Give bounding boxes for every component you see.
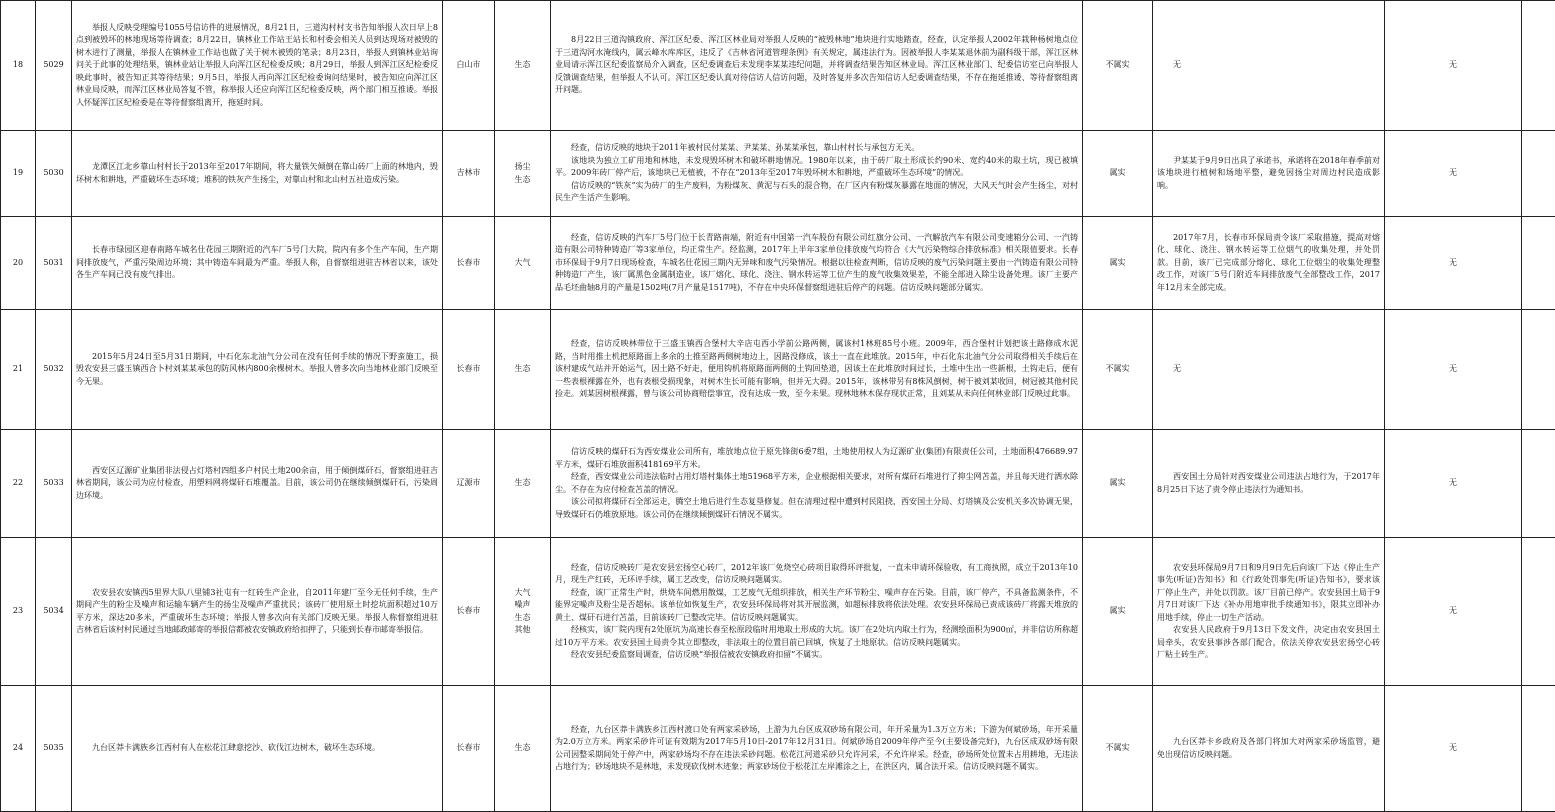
- pollution-type: 大气 噪声 生态 其他: [495, 538, 551, 686]
- complaint-content: 九台区莽卡满族乡江西村有人在松花江肆意挖沙、砍伐江边树木，破坏生态环境。: [72, 686, 443, 812]
- verdict: 不属实: [1083, 686, 1153, 812]
- findings-paragraph: 经查，信访反映林带位于三盛玉镇西合堡村大辛店屯西小学前公路两侧，属该村1林班85号小班。2009年，西合堡村计划把该土路修成水泥路，当时用推土机把原路面上多余的土推至路两侧树地边上，因路没修成，该土一直在此堆放。2015年，中石化东北油气分公司取得相关手续后在该村建成气站并开始运气，因土路不好走，便用钩机将原路面两侧的土钩回垫道，因该土在此堆放时间过长，土堆中生出一些新根，土钩走后，便有一些表根裸露在外，也有表根受损现象，对树木生长可能有影响，但并无大碍。2015年，该林带另有8株风倒树，树干被刘某收回，树冠被其他村民捡走。刘某因树根裸露，曾与该公司协商赔偿事宜，没有达成一致，至今未果。现林地林木保存现状正常，且刘某从未向任何林业部门反映过此事。: [555, 338, 1078, 401]
- accountability: 无: [1385, 1, 1522, 131]
- rectification-status: 无: [1153, 1, 1385, 131]
- verdict: 不属实: [1083, 1, 1153, 131]
- complaint-id: 5033: [36, 430, 72, 538]
- city: 长春市: [443, 538, 495, 686]
- verdict: 不属实: [1083, 310, 1153, 430]
- table-row: [1, 131, 1555, 217]
- pollution-type: 大气: [495, 217, 551, 310]
- investigation-findings: [551, 131, 1083, 217]
- findings-paragraph: 8月22日三道沟镇政府、浑江区纪委、浑江区林业局对举报人反映的“被毁林地”地块进行实地踏查，经查，认定举报人2002年栽种杨树地点位于三道沟河水淹线内，属云峰水库库区，违反了《吉林省河道管理条例》有关规定，属违法行为。因被举报人李某某退休前为副科级干部，浑江区林业局请示浑江区纪委监察局介入调查，区纪委调查后未发现李某某违纪问题，并将调查结果告知区林业局。浑江区林业部门、纪委信访室已向举报人反馈调查结果，但举报人不认可。浑江区纪委认真对待信访人信访问题，及时答复并多次告知信访人纪委调查结果，不存在拖延推诿、等待督察组离开问题。: [555, 34, 1078, 97]
- row-number: 20: [1, 217, 36, 310]
- rectification-status: 农安县环保局9月7日和9月9日先后向该厂下达《停止生产事先(听证)告知书》和《行政处罚事先(听证)告知书》，要求该厂停止生产，并处以罚款。该厂目前已停产。农安县国土局于9月7日对该厂下达《补办用地审批手续通知书》，限其立即补办用地手续，停止一切生产活动。 农安县人民政府于9月13日下发文件，决定由农安县国土局牵头，农安县事涉各部门配合，依法关停农安县宏扬空心砖厂粘土砖生产。: [1153, 538, 1385, 686]
- pollution-type: 生态: [495, 686, 551, 812]
- investigation-findings: [551, 538, 1083, 686]
- accountability: 无: [1385, 538, 1522, 686]
- table-row: [1, 430, 1555, 538]
- investigation-findings: [551, 1, 1083, 131]
- complaint-id: 5031: [36, 217, 72, 310]
- accountability: 无: [1385, 310, 1522, 430]
- row-number: 23: [1, 538, 36, 686]
- extra-column: [1522, 217, 1555, 310]
- rectification-status: 尹某某于9月9日出具了承诺书，承诺将在2018年春季前对该地块进行植树和场地平整，避免因扬尘对周边村民造成影响。: [1153, 131, 1385, 217]
- complaint-content: 西安区辽源矿业集团非法侵占灯塔村四组多户村民土地200余亩，用于倾倒煤矸石，督察组进驻吉林省期间，该公司为应付检查，用塑料网将煤矸石堆覆盖。目前，该公司仍在继续倾倒煤矸石，污染周边环境。: [72, 430, 443, 538]
- pollution-type: 扬尘 生态: [495, 131, 551, 217]
- extra-column: [1522, 538, 1555, 686]
- pollution-type: 生态: [495, 430, 551, 538]
- findings-paragraph: 信访反映的煤矸石为西安煤业公司所有，堆放地点位于原先锋街6委7组，土地使用权人为辽源矿业(集团)有限责任公司，土地面积476689.97平方米，煤矸石堆放面积418169平方米。: [555, 446, 1078, 471]
- extra-column: [1522, 430, 1555, 538]
- table-row: [1, 310, 1555, 430]
- table-row: [1, 686, 1555, 812]
- findings-paragraph: 经查，西安煤业公司违法临时占用灯塔村集体土地51968平方米，企业根据相关要求，对所有煤矸石堆进行了抑尘网苫盖，并且每天进行洒水除尘。不存在为应付检查苫盖的情况。: [555, 471, 1078, 496]
- rectification-status: 2017年7月，长春市环保局责令该厂采取措施，提高对熔化、球化、浇注、钢水转运等工位烟气的收集处理，并处罚款。目前，该厂已完成部分熔化、球化工位烟尘的收集处理整改工作，对该厂5号门附近车间排放废气全部整改工作，2017年12月末全部完成。: [1153, 217, 1385, 310]
- investigation-findings: [551, 686, 1083, 812]
- row-number: 18: [1, 1, 36, 131]
- accountability: 无: [1385, 217, 1522, 310]
- table-row: [1, 1, 1555, 131]
- accountability: 无: [1385, 131, 1522, 217]
- findings-paragraph: 经查，信访反映砖厂是农安县宏扬空心砖厂，2012年该厂免烧空心砖项目取得环评批复，一直未申请环保验收，有工商执照，成立于2013年10月，现生产红砖，无环评手续，属工艺改变，信访反映问题属实。: [555, 562, 1078, 587]
- findings-paragraph: 经查，信访反映的汽车厂5号门位于长青路南端，附近有中国第一汽车股份有限公司红旗分公司、一汽解放汽车有限公司变速箱分公司、一汽铸造有限公司特种铸造厂等3家单位，均正常生产。经监测，2017年上半年3家单位排放废气均符合《大气污染物综合排放标准》相关限值要求。长春市环保局于9月7日现场检查，车城名仕花园三期内无异味和废气污染情况。根据以往检查判断，信访反映的废气污染问题主要由一汽铸造有限公司特种铸造厂产生，该厂属黑色金属制造业，该厂熔化、球化、浇注、钢水转运等工位产生的废气收集效果差，不能全部进入除尘设备处理。该厂主要产品毛坯曲轴8月的产量是1502吨(7月产量是1517吨)，不存在中央环保督察组进驻后停产的问题。信访反映问题部分属实。: [555, 232, 1078, 295]
- city: 长春市: [443, 217, 495, 310]
- extra-column: [1522, 310, 1555, 430]
- complaint-id: 5029: [36, 1, 72, 131]
- verdict: 属实: [1083, 430, 1153, 538]
- verdict: 属实: [1083, 217, 1153, 310]
- rectification-status: 九台区莽卡乡政府及各部门将加大对两家采砂场监管，避免出现信访反映问题。: [1153, 686, 1385, 812]
- investigation-findings: [551, 430, 1083, 538]
- findings-paragraph: 经查，九台区莽卡满族乡江西村渡口处有两家采砂场，上游为九台区成双砂场有限公司，年开采量为1.3万立方米；下游为何斌砂场，年开采量为2.0万立方米。两家采砂许可证有效期为2017年5月10日-2017年12月31日。何斌砂场自2009年停产至今(主要设备完好)，九台区成双砂场有限公司因整采期间处于停产中，两家砂场均不存在违法采砂问题。松花江河道采砂只允许河采，不允许岸采。经查，砂场所处位置未占用耕地，无违法占地行为；砂场地块不是林地，未发现砍伐树木迹象；两家砂场位于松花江左岸滩涂之上，在洪区内，属合法开采。信访反映问题不属实。: [555, 724, 1078, 774]
- investigation-findings: [551, 310, 1083, 430]
- row-number: 24: [1, 686, 36, 812]
- complaint-id: 5032: [36, 310, 72, 430]
- rectification-status: 西安国土分局针对西安煤业公司违法占地行为，于2017年8月25日下达了责令停止违法行为通知书。: [1153, 430, 1385, 538]
- city: 辽源市: [443, 430, 495, 538]
- findings-paragraph: 该地块为独立工矿用地和林地，未发现毁坏树木和破坏耕地情况。1980年以来，由于砖厂取土形成长约90米、宽约40米的取土坑，现已被填平。2009年砖厂停产后，该地块已无植被，不存在“2013年至2017年毁坏树木和耕地，严重破坏生态环境”的情况。: [555, 155, 1078, 180]
- complaint-content: 长春市绿园区迎春南路车城名仕花园三期附近的汽车厂5号门大院，院内有多个生产车间，生产期间排放废气，严重污染周边环境；其中铸造车间最为严重。举报人称，自督察组进驻吉林省以来，该处各生产车间已没有废气排出。: [72, 217, 443, 310]
- extra-column: [1522, 1, 1555, 131]
- row-number: 19: [1, 131, 36, 217]
- findings-paragraph: 经核实，该厂院内现有2处原坑为高速长春至松原段临时用地取土形成的大坑。该厂在2处坑内取土行为，经测绘面积为900㎡，并非信访所称超过10万平方米。农安县国土局责令其立即整改，非法取土的位置目前已回填，恢复了土地原状。信访反映问题属实。: [555, 624, 1078, 649]
- extra-column: [1522, 131, 1555, 217]
- row-number: 21: [1, 310, 36, 430]
- city: 白山市: [443, 1, 495, 131]
- pollution-type: 生态: [495, 310, 551, 430]
- complaint-content: 举报人反映受理编号1055号信访件的进展情况，8月21日，三道沟村村支书告知举报人次日早上8点到被毁坏的林地现场等待调查；8月22日，镇林业工作站王站长和村委会相关人员到达现场对被毁的树木进行了测量，举报人在镇林业工作站也做了关于树木被毁的笔录；8月23日，举报人到镇林业站询问关于此事的处理结果，镇林业站让举报人向浑江区纪检委反映；8月29日，举报人到浑江区纪检委反映此事时，被告知正其等待结果；9月5日，举报人再向浑江区纪检委询问结果时，被告知应向浑江区林业局反映，而浑江区林业局答复不管，称举报人还应向浑江区纪检委反映，两个部门相互推诿。举报人怀疑浑江区纪检委是在等待督察组离开，拖延时间。: [72, 1, 443, 131]
- findings-paragraph: 经农安县纪委监察局调查，信访反映“举报信被农安镇政府扣留”不属实。: [555, 649, 1078, 662]
- findings-paragraph: 信访反映的“铁灰”实为砖厂的生产废料，为粉煤灰、黄泥与石头的混合物，在厂区内有粉煤灰暴露在地面的情况，大风天气时会产生扬尘，对村民生产生活产生影响。: [555, 180, 1078, 205]
- extra-column: [1522, 686, 1555, 812]
- table-row: [1, 538, 1555, 686]
- table-row: [1, 217, 1555, 310]
- pollution-type: 生态: [495, 1, 551, 131]
- complaint-content: 龙潭区江北乡靠山村村长于2013年至2017年期间，将大量铁矢倾倒在靠山砖厂上面的林地内，毁坏树木和耕地，严重破坏生态环境；堆积的铁灰产生扬尘，对靠山村和北山村五社造成污染。: [72, 131, 443, 217]
- complaint-content: 农安县农安镇西5里界大队八里铺3社屯有一红砖生产企业，自2011年建厂至今无任何手续，生产期间产生的粉尘及噪声和运输车辆产生的扬尘及噪声严重扰民；该砖厂使用原土时挖坑面积超过10万平方米，深达20多米，严重破坏生态环境；举报人曾多次向有关部门反映无果。举报人称督察组进驻吉林省后该村村民通过当地邮政邮寄的举报信都被农安镇政府给扣押了，只能到长春市邮寄举报信。: [72, 538, 443, 686]
- city: 吉林市: [443, 131, 495, 217]
- rectification-status: 无: [1153, 310, 1385, 430]
- city: 长春市: [443, 686, 495, 812]
- complaint-content: 2015年5月24日至5月31日期间，中石化东北油气分公司在没有任何手续的情况下野蛮施工，损毁农安县三盛玉镇西合卜村刘某某承包的防风林内800余棵树木。举报人曾多次向当地林业部门反映至今无果。: [72, 310, 443, 430]
- accountability: 无: [1385, 430, 1522, 538]
- row-number: 22: [1, 430, 36, 538]
- complaint-id: 5034: [36, 538, 72, 686]
- investigation-findings: [551, 217, 1083, 310]
- complaint-id: 5030: [36, 131, 72, 217]
- findings-paragraph: 经查，该厂正常生产时，烘烧车间燃用散煤，工艺废气无组织排放，相关生产环节粉尘、噪声存在污染。目前，该厂停产，不具备监测条件，不能界定噪声及粉尘是否超标。该单位如恢复生产，农安县环保局将对其开展监测，如超标排放将依法处理。农安县环保局已责成该砖厂将露天堆放的黄土、煤矸石进行苫盖，目前该砖厂已整改完毕。信访反映问题属实。: [555, 587, 1078, 625]
- verdict: 属实: [1083, 131, 1153, 217]
- findings-paragraph: 该公司拟将煤矸石全部运走，腾空土地后进行生态复垦修复。但在清理过程中遭到村民阻挠，西安国土分局、灯塔镇及公安机关多次协调无果，导致煤矸石仍堆放原地。该公司仍在继续倾倒煤矸石情况不属实。: [555, 496, 1078, 521]
- findings-paragraph: 经查，信访反映的地块于2011年被村民付某某、尹某某、孙某某承包，靠山村村长与承包方无关。: [555, 142, 1078, 155]
- verdict: 属实: [1083, 538, 1153, 686]
- complaint-id: 5035: [36, 686, 72, 812]
- city: 长春市: [443, 310, 495, 430]
- accountability: 无: [1385, 686, 1522, 812]
